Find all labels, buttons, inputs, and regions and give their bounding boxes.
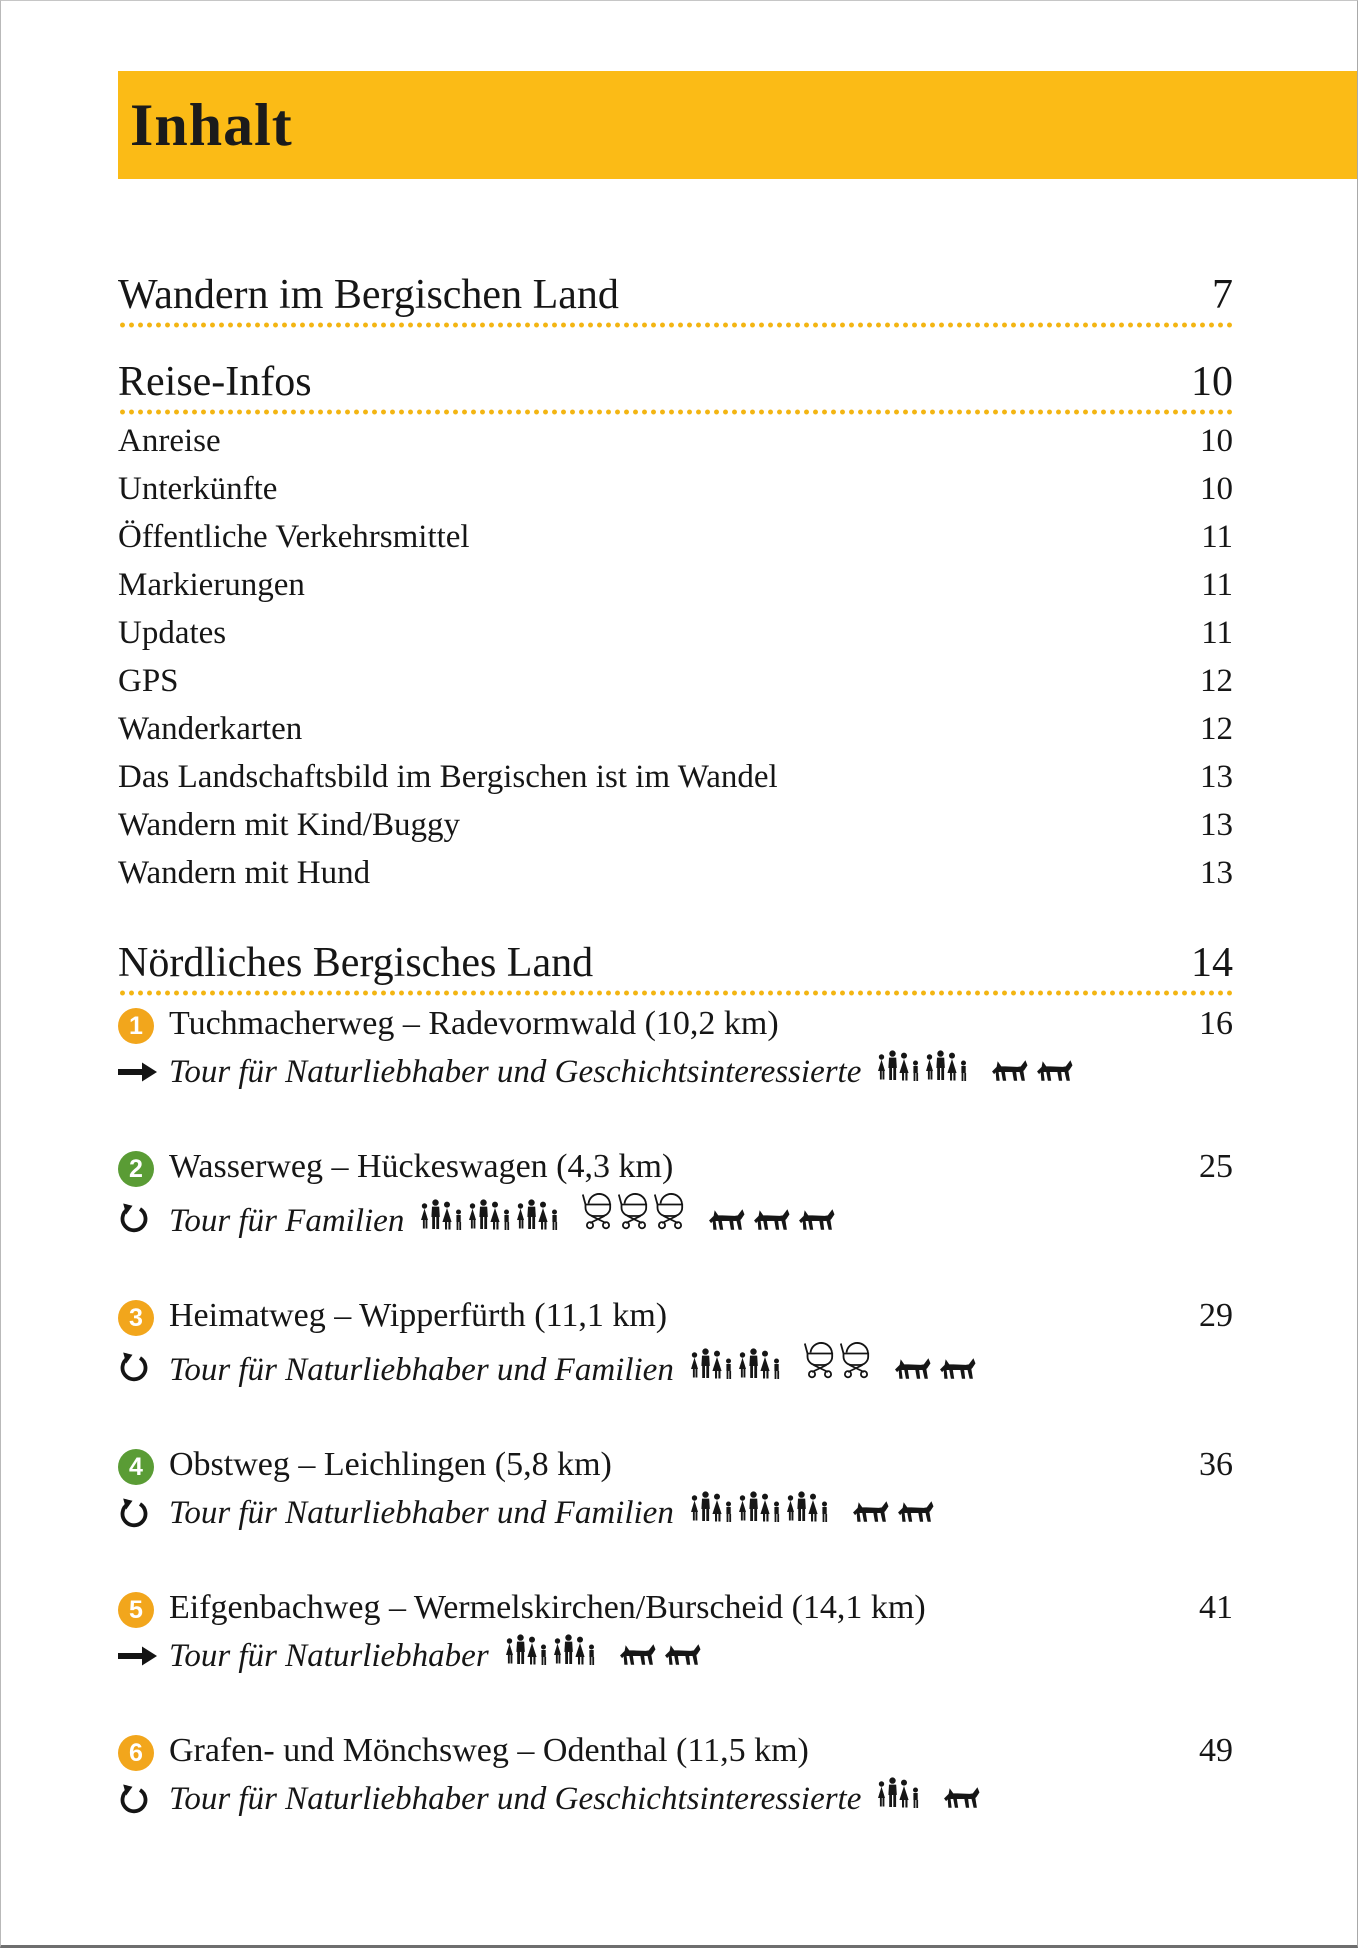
tour-page-number: 36	[1199, 1446, 1233, 1483]
toc-chapter-row	[118, 939, 1233, 987]
loop-route-icon	[118, 1352, 169, 1382]
dog-icon	[753, 1207, 791, 1231]
dotted-leader-rule	[118, 322, 1233, 328]
tour-number-badge: 6	[118, 1735, 154, 1771]
sub-label: Wandern mit Hund	[118, 855, 371, 891]
suitability-pictograms	[877, 1776, 988, 1809]
suitability-pictograms	[420, 1191, 843, 1231]
toc-sub-row	[118, 609, 1233, 657]
tour-title: Obstweg – Leichlingen (5,8 km)	[169, 1446, 612, 1483]
toc-sub-row	[118, 705, 1233, 753]
family-icon	[877, 1049, 922, 1082]
sub-label: Unterkünfte	[118, 471, 278, 507]
dog-icon	[852, 1499, 890, 1523]
dotted-leader-rule	[118, 409, 1233, 415]
chapter-page-number: 14	[1191, 940, 1233, 986]
tour-entry	[118, 1000, 1233, 1096]
sub-page-number: 12	[1200, 711, 1233, 747]
tour-number-badge: 5	[118, 1592, 154, 1628]
family-icon	[553, 1633, 598, 1666]
loop-route-icon	[118, 1498, 169, 1528]
sub-page-number: 10	[1200, 471, 1233, 507]
sub-page-number: 10	[1200, 423, 1233, 459]
family-icon	[738, 1347, 783, 1380]
tour-number-badge: 3	[118, 1300, 154, 1336]
chapter-page-number: 7	[1212, 272, 1233, 318]
tour-number-badge: 1	[118, 1008, 154, 1044]
tour-title-row	[118, 1000, 1233, 1048]
sub-page-number: 13	[1200, 855, 1233, 891]
tour-number-badge: 2	[118, 1151, 154, 1187]
sub-label: Anreise	[118, 423, 221, 459]
loop-route-icon	[118, 1203, 169, 1233]
tour-description: Tour für Naturliebhaber und Geschichtsinteressierte	[169, 1781, 862, 1817]
dog-icon	[798, 1207, 836, 1231]
chapter-title: Wandern im Bergischen Land	[118, 272, 619, 318]
tour-title: Heimatweg – Wipperfürth (11,1 km)	[169, 1297, 668, 1334]
toc-sub-row	[118, 657, 1233, 705]
tour-title: Wasserweg – Hückeswagen (4,3 km)	[169, 1148, 674, 1185]
family-icon	[877, 1776, 922, 1809]
family-icon	[690, 1490, 735, 1523]
tour-title-row	[118, 1584, 1233, 1632]
stroller-icon	[582, 1191, 616, 1231]
sub-page-number: 11	[1201, 615, 1233, 651]
dog-icon	[943, 1785, 981, 1809]
dotted-leader-rule	[118, 990, 1233, 996]
family-icon	[505, 1633, 550, 1666]
family-icon	[690, 1347, 735, 1380]
tour-description-row	[118, 1489, 1233, 1537]
chapter-title: Reise-Infos	[118, 359, 312, 405]
tour-description: Tour für Naturliebhaber und Geschichtsinteressierte	[169, 1054, 862, 1090]
toc-sub-row	[118, 801, 1233, 849]
family-icon	[420, 1198, 465, 1231]
toc-sub-row	[118, 849, 1233, 897]
stroller-icon	[804, 1340, 838, 1380]
sub-page-number: 11	[1201, 519, 1233, 555]
family-icon	[516, 1198, 561, 1231]
tour-description: Tour für Naturliebhaber	[169, 1638, 489, 1674]
tour-title-row	[118, 1143, 1233, 1191]
tour-page-number: 16	[1199, 1005, 1233, 1042]
one-way-arrow-icon	[118, 1061, 169, 1083]
toc-content	[118, 179, 1233, 1870]
tour-page-number: 29	[1199, 1297, 1233, 1334]
toc-sub-row	[118, 753, 1233, 801]
tour-page-number: 49	[1199, 1732, 1233, 1769]
sub-label: Das Landschaftsbild im Bergischen ist im Wandel	[118, 759, 778, 795]
tour-description: Tour für Familien	[169, 1203, 405, 1239]
sub-label: Updates	[118, 615, 227, 651]
dog-icon	[939, 1356, 977, 1380]
suitability-pictograms	[690, 1340, 984, 1380]
sub-label: Öffentliche Verkehrsmittel	[118, 519, 470, 555]
tour-entry	[118, 1727, 1233, 1823]
tour-title-row	[118, 1441, 1233, 1489]
suitability-pictograms	[690, 1490, 942, 1523]
tour-description-row	[118, 1632, 1233, 1680]
page-title: Inhalt	[130, 92, 293, 158]
tour-entry	[118, 1441, 1233, 1537]
tour-title: Tuchmacherweg – Radevormwald (10,2 km)	[169, 1005, 779, 1042]
tour-title-row	[118, 1727, 1233, 1775]
dog-icon	[894, 1356, 932, 1380]
toc-sub-row	[118, 561, 1233, 609]
family-icon	[786, 1490, 831, 1523]
tour-title: Eifgenbachweg – Wermelskirchen/Burscheid (14,1 km)	[169, 1589, 926, 1626]
tour-title-row	[118, 1292, 1233, 1340]
tour-number-badge: 4	[118, 1449, 154, 1485]
dog-icon	[897, 1499, 935, 1523]
sub-page-number: 11	[1201, 567, 1233, 603]
dog-icon	[991, 1058, 1029, 1082]
dog-icon	[664, 1642, 702, 1666]
sub-label: Wanderkarten	[118, 711, 303, 747]
one-way-arrow-icon	[118, 1645, 169, 1667]
stroller-icon	[654, 1191, 688, 1231]
sub-page-number: 13	[1200, 807, 1233, 843]
sub-label: GPS	[118, 663, 179, 699]
stroller-icon	[618, 1191, 652, 1231]
toc-chapter-row	[118, 271, 1233, 319]
tour-list	[118, 1000, 1233, 1823]
dog-icon	[1036, 1058, 1074, 1082]
sub-page-number: 13	[1200, 759, 1233, 795]
tour-description-row	[118, 1775, 1233, 1823]
chapter-title: Nördliches Bergisches Land	[118, 940, 594, 986]
sub-label: Markierungen	[118, 567, 305, 603]
title-banner	[118, 71, 1357, 179]
tour-description-row	[118, 1191, 1233, 1245]
tour-page-number: 41	[1199, 1589, 1233, 1626]
tour-page-number: 25	[1199, 1148, 1233, 1185]
tour-title: Grafen- und Mönchsweg – Odenthal (11,5 km)	[169, 1732, 809, 1769]
tour-description: Tour für Naturliebhaber und Familien	[169, 1352, 674, 1388]
suitability-pictograms	[877, 1049, 1081, 1082]
tour-entry	[118, 1292, 1233, 1394]
sub-page-number: 12	[1200, 663, 1233, 699]
tour-entry	[118, 1584, 1233, 1680]
family-icon	[468, 1198, 513, 1231]
suitability-pictograms	[505, 1633, 709, 1666]
tour-description-row	[118, 1340, 1233, 1394]
dog-icon	[708, 1207, 746, 1231]
family-icon	[738, 1490, 783, 1523]
loop-route-icon	[118, 1784, 169, 1814]
reise-infos-subsection-list	[118, 417, 1233, 897]
toc-sub-row	[118, 513, 1233, 561]
toc-sub-row	[118, 417, 1233, 465]
family-icon	[925, 1049, 970, 1082]
sub-label: Wandern mit Kind/Buggy	[118, 807, 460, 843]
toc-sub-row	[118, 465, 1233, 513]
tour-description-row	[118, 1048, 1233, 1096]
chapter-page-number: 10	[1191, 359, 1233, 405]
tour-description: Tour für Naturliebhaber und Familien	[169, 1495, 674, 1531]
stroller-icon	[840, 1340, 874, 1380]
toc-chapter-row	[118, 358, 1233, 406]
tour-entry	[118, 1143, 1233, 1245]
dog-icon	[619, 1642, 657, 1666]
